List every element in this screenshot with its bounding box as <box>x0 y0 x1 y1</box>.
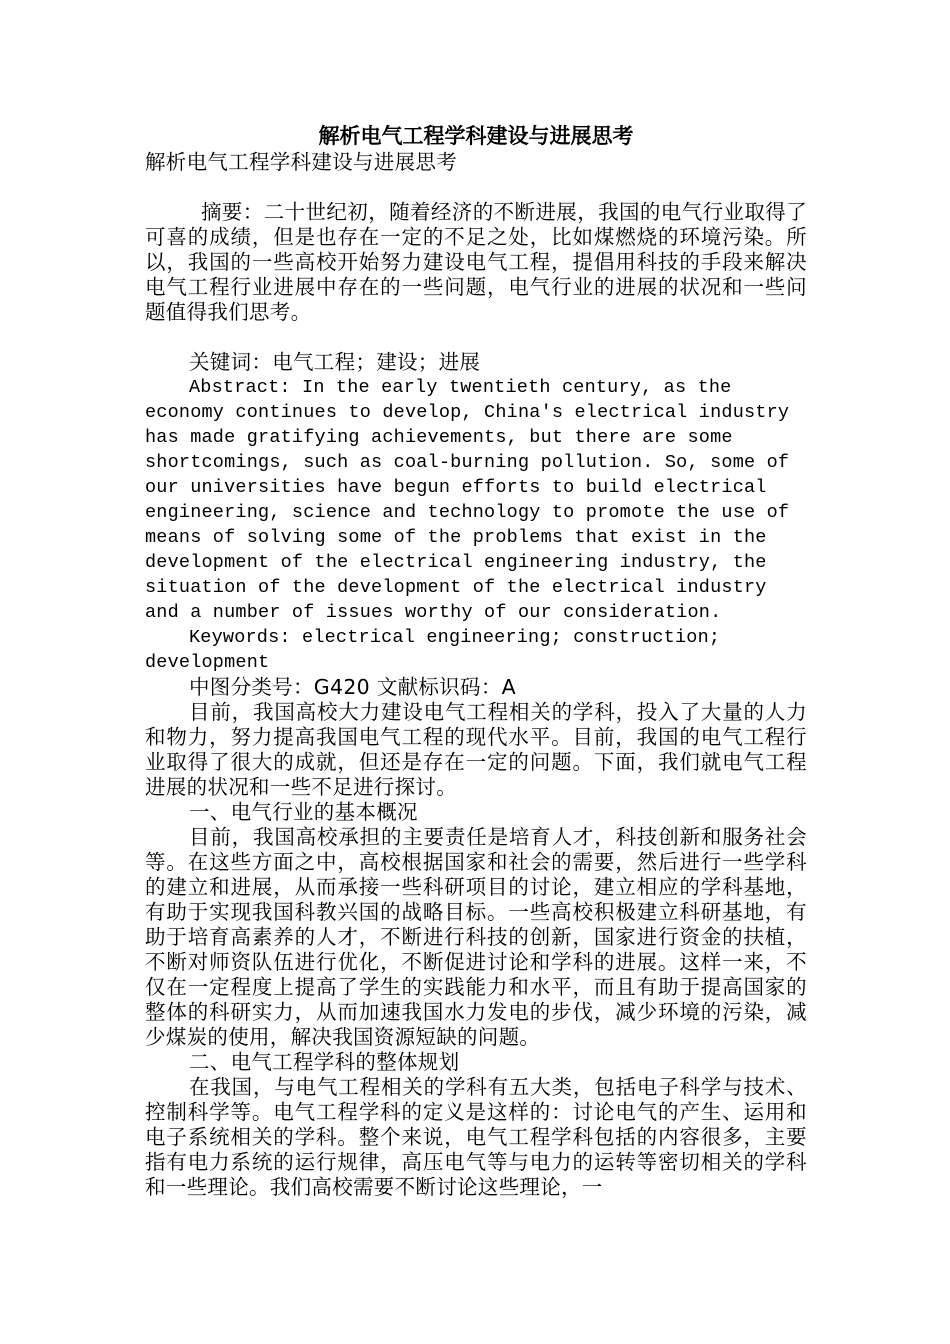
document-title: 解析电气工程学科建设与进展思考 <box>318 123 634 148</box>
section-2-body: 在我国，与电气工程相关的学科有五大类，包括电子科学与技术、控制科学等。电气工程学科的定义是这样的：讨论电气的产生、运用和电子系统相关的学科。整个来说，电气工程学科包括的内容很多，主要指有电力系统的运行规律，高压电气等与电力的运转等密切相关的学科和一些理论。我们高校需要不断讨论这些理论，一 <box>145 1075 807 1199</box>
section-1-heading: 一、电气行业的基本概况 <box>189 800 418 824</box>
classification-line: 中图分类号：G420 文献标识码：A <box>189 675 516 699</box>
section-1-body: 目前，我国高校承担的主要责任是培育人才，科技创新和服务社会等。在这些方面之中，高校根据国家和社会的需要，然后进行一些学科的建立和进展，从而承接一些科研项目的讨论，建立相应的学科基地，有助于实现我国科教兴国的战略目标。一些高校积极建立科研基地，有助于培育高素养的人才，不断进行科技的创新，国家进行资金的扶植，不断对师资队伍进行优化，不断促进讨论和学科的进展。这样一来，不仅在一定程度上提高了学生的实践能力和水平，而且有助于提高国家的整体的科研实力，从而加速我国水力发电的步伐，减少环境的污染，减少煤炭的使用，解决我国资源短缺的问题。 <box>145 825 807 1049</box>
document-subtitle: 解析电气工程学科建设与进展思考 <box>145 150 457 174</box>
document-page <box>145 122 807 1200</box>
spacer <box>145 325 807 350</box>
keywords-cn: 关键词：电气工程；建设；进展 <box>189 350 481 374</box>
section-2-heading: 二、电气工程学科的整体规划 <box>189 1050 460 1074</box>
abstract-cn: 摘要：二十世纪初，随着经济的不断进展，我国的电气行业取得了可喜的成绩，但是也存在一定的不足之处，比如煤燃烧的环境污染。所以，我国的一些高校开始努力建设电气工程，提倡用科技的手段来解决电气工程行业进展中存在的一些问题，电气行业的进展的状况和一些问题值得我们思考。 <box>145 200 807 324</box>
intro-paragraph: 目前，我国高校大力建设电气工程相关的学科，投入了大量的人力和物力，努力提高我国电气工程的现代水平。目前，我国的电气工程行业取得了很大的成就，但还是存在一定的问题。下面，我们就电气工程进展的状况和一些不足进行探讨。 <box>145 700 807 799</box>
keywords-en: Keywords: electrical engineering; construction; development <box>145 627 721 673</box>
abstract-en: Abstract: In the early twentieth century, as the economy continues to develop, China's electrical industry has made gratifying achievements, but there are some shortcomings, such as coal-burning pollution. So, some of our universities have begun efforts to build electrical engineering, science and technology to promote the use of means of solving some of the problems that exist in the development of the electrical engineering industry, the situation of the development of the electrical industry and a number of issues worthy of our consideration. <box>145 377 790 623</box>
spacer <box>145 175 807 200</box>
